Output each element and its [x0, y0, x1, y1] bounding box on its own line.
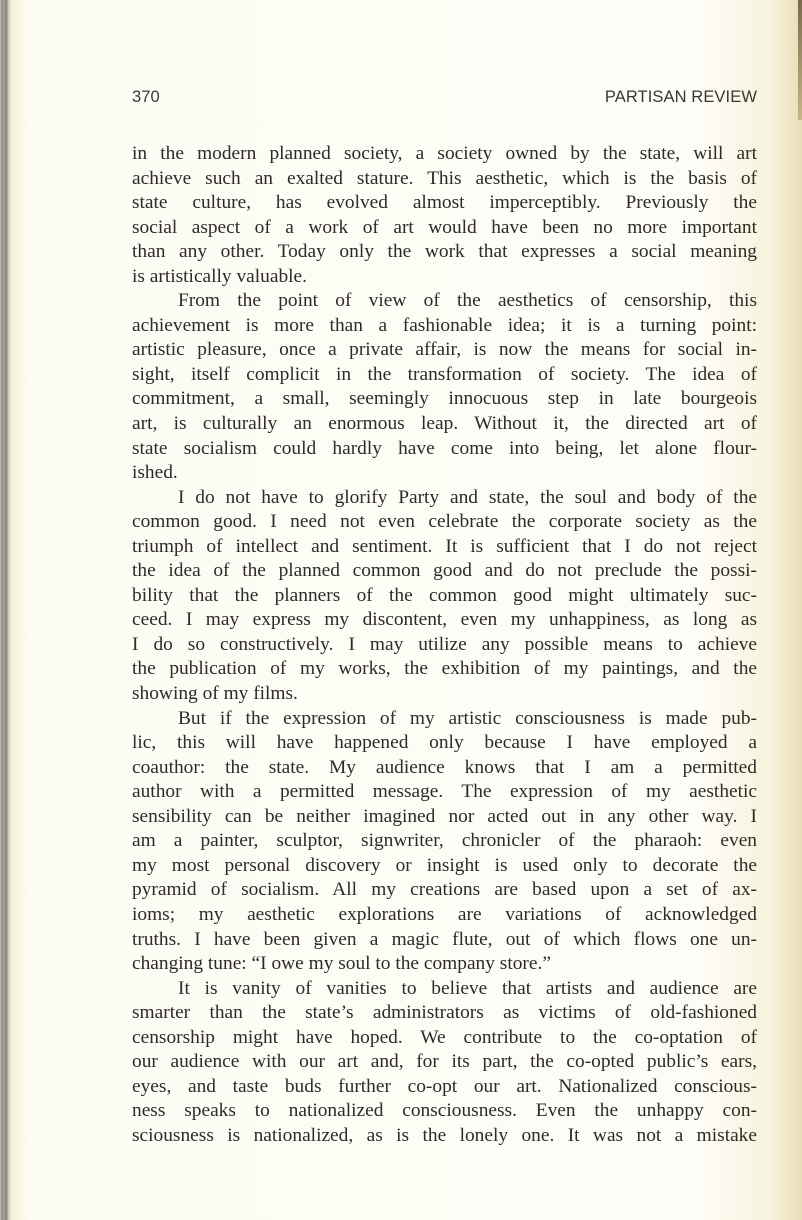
- paragraph: [132, 289, 757, 485]
- text-line: achieve such an exalted stature. This aesthetic, which is the basis of: [132, 167, 757, 189]
- text-line: sciousness is nationalized, as is the lonely one. It was not a mistake: [132, 1124, 757, 1146]
- text-line: state socialism could hardly have come into being, let alone flour-: [132, 437, 757, 459]
- text-line: am a painter, sculptor, signwriter, chronicler of the pharaoh: even: [132, 830, 757, 852]
- text-line: truths. I have been given a magic flute, out of which flows one un-: [132, 928, 757, 950]
- text-line: changing tune: “I owe my soul to the company store.”: [132, 953, 551, 975]
- paragraph: [132, 707, 757, 977]
- text-line: coauthor: the state. My audience knows that I am a permitted: [132, 756, 757, 778]
- text-line: sight, itself complicit in the transformation of society. The idea of: [132, 363, 757, 385]
- paragraph: [132, 486, 757, 707]
- text-line: achievement is more than a fashionable idea; it is a turning point:: [132, 314, 757, 336]
- text-line: is artistically valuable.: [132, 265, 307, 287]
- text-line: art, is culturally an enormous leap. Without it, the directed art of: [132, 413, 757, 435]
- book-spine-shadow: [0, 0, 12, 1220]
- text-line: than any other. Today only the work that expresses a social meaning: [132, 241, 757, 263]
- text-line: I do not have to glorify Party and state, the soul and body of the: [178, 486, 757, 508]
- text-line: eyes, and taste buds further co-opt our art. Nationalized conscious-: [132, 1075, 757, 1097]
- text-line: ished.: [132, 462, 178, 484]
- text-line: commitment, a small, seemingly innocuous step in late bourgeois: [132, 388, 757, 410]
- text-line: But if the expression of my artistic consciousness is made pub-: [178, 707, 757, 729]
- text-line: in the modern planned society, a society owned by the state, will art: [132, 143, 757, 164]
- journal-title: PARTISAN REVIEW: [604, 88, 757, 106]
- text-line: our audience with our art and, for its part, the co-opted public’s ears,: [132, 1051, 757, 1073]
- text-line: bility that the planners of the common good might ultimately suc-: [132, 584, 757, 606]
- text-line: ness speaks to nationalized consciousness. Even the unhappy con-: [132, 1100, 757, 1122]
- text-line: smarter than the state’s administrators as victims of old-fashioned: [132, 1002, 757, 1024]
- text-line: triumph of intellect and sentiment. It is sufficient that I do not reject: [132, 535, 757, 557]
- text-line: my most personal discovery or insight is used only to decorate the: [132, 854, 757, 876]
- text-line: I do so constructively. I may utilize any possible means to achieve: [132, 633, 757, 655]
- page-edge: [798, 0, 802, 120]
- running-header: [132, 88, 757, 112]
- paragraph: [132, 977, 757, 1149]
- body-text: [132, 142, 757, 1148]
- text-line: sensibility can be neither imagined nor acted out in any other way. I: [132, 805, 757, 827]
- text-line: ceed. I may express my discontent, even my unhappiness, as long as: [132, 609, 757, 631]
- text-line: censorship might have hoped. We contribute to the co-optation of: [132, 1026, 757, 1048]
- text-line: showing of my films.: [132, 683, 298, 705]
- text-line: state culture, has evolved almost imperceptibly. Previously the: [132, 192, 757, 214]
- text-line: author with a permitted message. The expression of my aesthetic: [132, 781, 757, 803]
- text-line: ioms; my aesthetic explorations are variations of acknowledged: [132, 903, 757, 925]
- text-line: the publication of my works, the exhibition of my paintings, and the: [132, 658, 757, 680]
- text-line: common good. I need not even celebrate the corporate society as the: [132, 511, 757, 533]
- page-number: 370: [132, 88, 160, 106]
- gutter-shading: [12, 0, 26, 1220]
- text-line: lic, this will have happened only because I have employed a: [132, 732, 757, 754]
- text-line: pyramid of socialism. All my creations are based upon a set of ax-: [132, 879, 757, 901]
- text-line: From the point of view of the aesthetics of censorship, this: [178, 290, 757, 312]
- text-line: artistic pleasure, once a private affair, is now the means for social in-: [132, 339, 757, 361]
- text-line: the idea of the planned common good and do not preclude the possi-: [132, 560, 757, 582]
- paragraph: [132, 142, 757, 289]
- text-line: social aspect of a work of art would have been no more important: [132, 216, 757, 238]
- text-line: It is vanity of vanities to believe that artists and audience are: [178, 977, 757, 999]
